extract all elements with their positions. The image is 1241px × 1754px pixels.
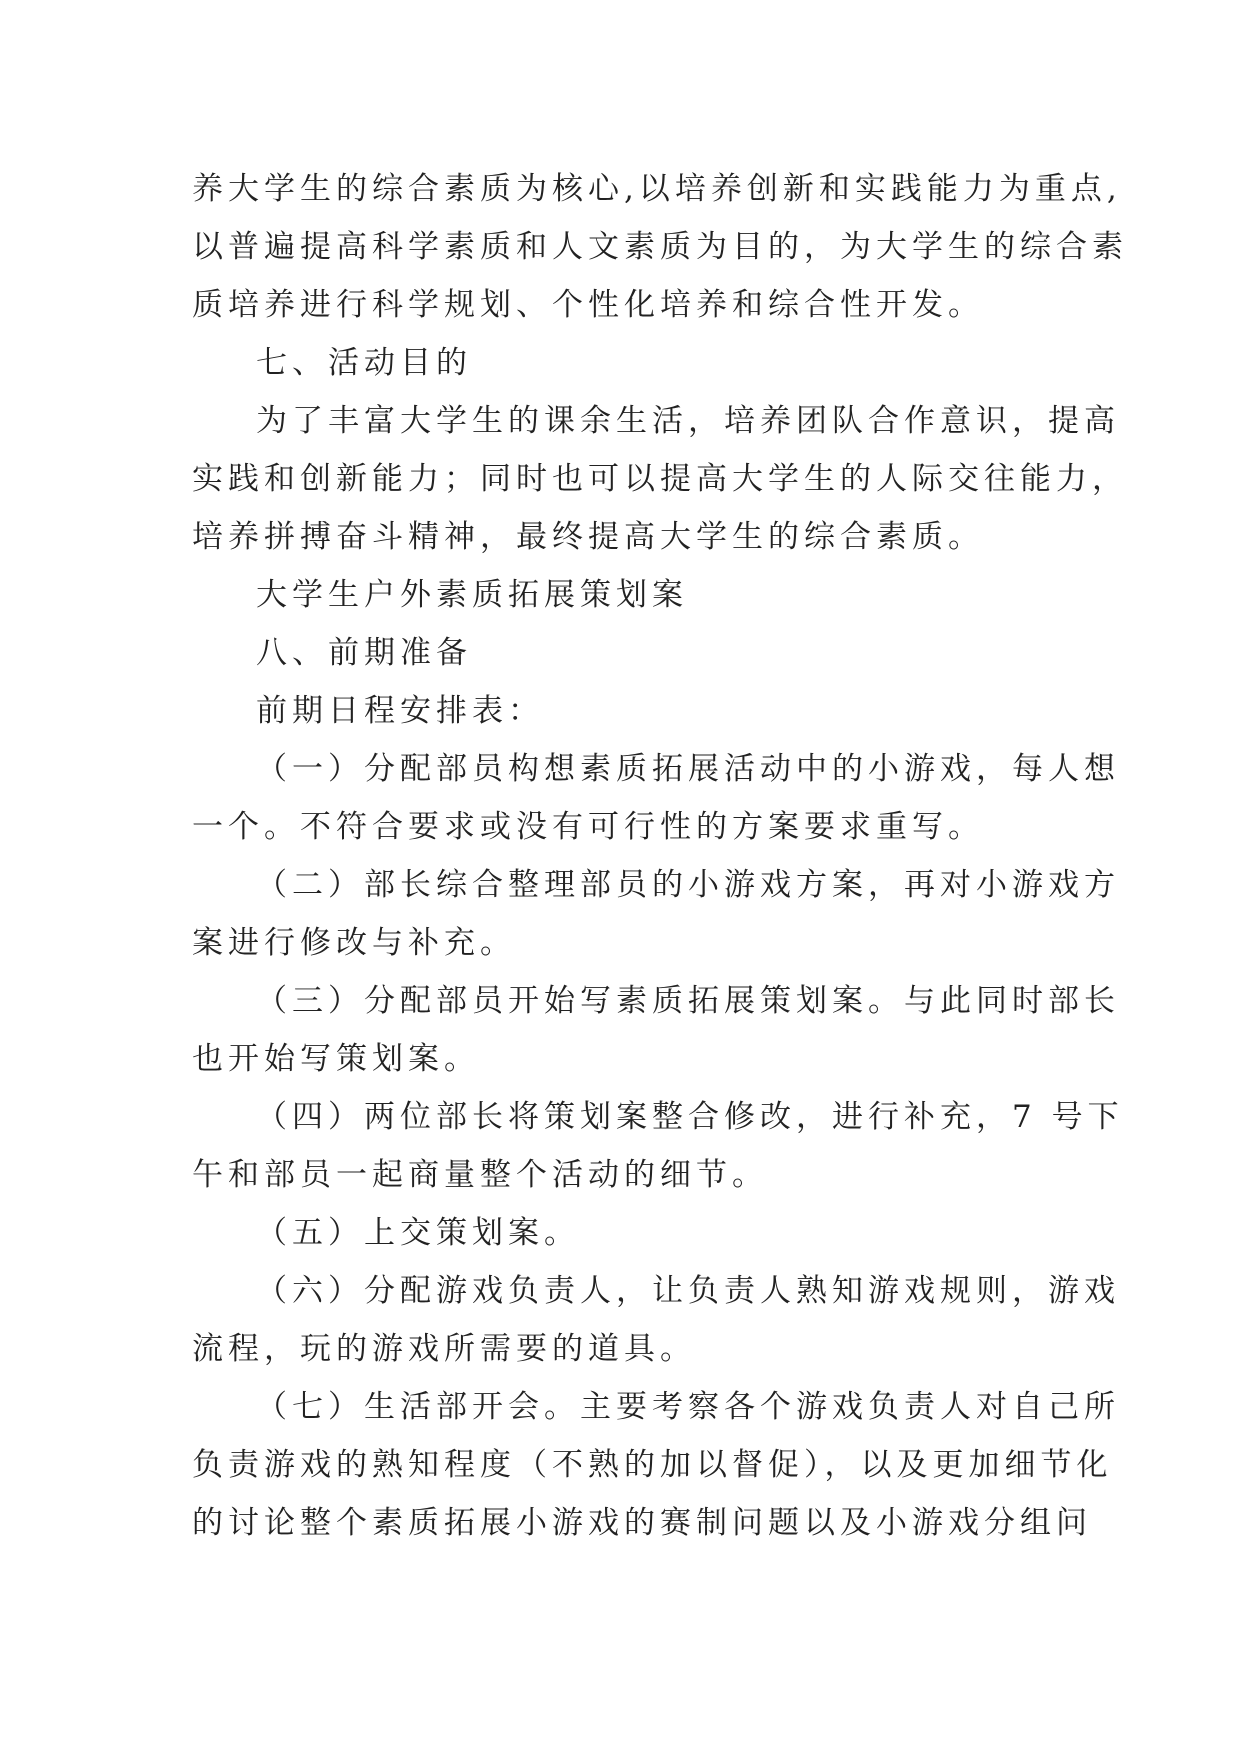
text-line-15: （三）分配部员开始写素质拓展策划案。与此同时部长 <box>256 983 1120 1019</box>
text-line-16: 也开始写策划案。 <box>192 1041 480 1077</box>
text-line-21: 流程，玩的游戏所需要的道具。 <box>192 1331 696 1367</box>
text-line-12: 一个。不符合要求或没有可行性的方案要求重写。 <box>192 809 984 845</box>
text-line-19: （五）上交策划案。 <box>256 1215 580 1251</box>
document-body <box>192 160 1128 1552</box>
plan-title: 大学生户外素质拓展策划案 <box>256 577 688 613</box>
text-line-23: 负责游戏的熟知程度（不熟的加以督促），以及更加细节化 <box>192 1447 1113 1483</box>
text-line-14: 案进行修改与补充。 <box>192 925 516 961</box>
text-line-24: 的讨论整个素质拓展小游戏的赛制问题以及小游戏分组问 <box>192 1505 1092 1541</box>
section-heading-7: 七、活动目的 <box>256 345 472 381</box>
schedule-heading: 前期日程安排表： <box>256 693 544 729</box>
text-line-11: （一）分配部员构想素质拓展活动中的小游戏，每人想 <box>256 751 1120 787</box>
text-line-13: （二）部长综合整理部员的小游戏方案，再对小游戏方 <box>256 867 1120 903</box>
text-line-18: 午和部员一起商量整个活动的细节。 <box>192 1157 768 1193</box>
text-line-1: 养大学生的综合素质为核心,以培养创新和实践能力为重点, <box>192 171 1122 207</box>
section-heading-8: 八、前期准备 <box>256 635 472 671</box>
text-line-17: （四）两位部长将策划案整合修改，进行补充，7 号下 <box>256 1099 1124 1135</box>
text-line-22: （七）生活部开会。主要考察各个游戏负责人对自己所 <box>256 1389 1120 1425</box>
text-line-5: 为了丰富大学生的课余生活，培养团队合作意识，提高 <box>256 403 1120 439</box>
text-line-7: 培养拼搏奋斗精神，最终提高大学生的综合素质。 <box>192 519 984 555</box>
text-line-6: 实践和创新能力；同时也可以提高大学生的人际交往能力， <box>192 461 1128 497</box>
text-line-3: 质培养进行科学规划、个性化培养和综合性开发。 <box>192 287 984 323</box>
text-line-2: 以普遍提高科学素质和人文素质为目的，为大学生的综合素 <box>192 229 1128 265</box>
text-line-20: （六）分配游戏负责人，让负责人熟知游戏规则，游戏 <box>256 1273 1120 1309</box>
